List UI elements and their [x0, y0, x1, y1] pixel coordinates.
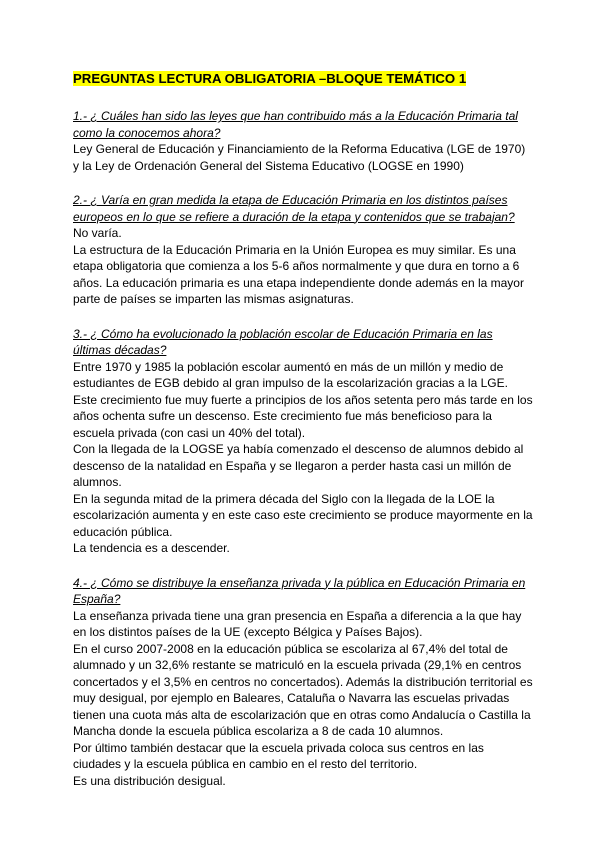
answer-line: No varía.	[73, 226, 122, 240]
answer-line: Con la llegada de la LOGSE ya había comenzado el descenso de alumnos debido al descenso de la natalidad en España y se llegaron a perder hasta casi un millón de alumnos.	[73, 442, 524, 489]
question-1	[73, 108, 533, 174]
answer-line: La enseñanza privada tiene una gran presencia en España a diferencia a la que hay en los distintos países de la UE (excepto Bélgica y Países Bajos).	[73, 608, 522, 639]
question-title: 3.- ¿ Cómo ha evolucionado la población escolar de Educación Primaria en las últimas décadas?	[73, 326, 493, 357]
question-title: 1.- ¿ Cuáles han sido las leyes que han contribuido más a la Educación Primaria tal como la conocemos ahora?	[73, 109, 518, 140]
question-title: 2.- ¿ Varía en gran medida la etapa de Educación Primaria en los distintos países europeos en lo que se refiere a duración de la etapa y contenidos que se trabajan?	[73, 193, 515, 224]
answer-line: Es una distribución desigual.	[73, 773, 226, 788]
answer-line: En la segunda mitad de la primera década del Siglo con la llegada de la LOE la escolarización aumenta y en este caso este crecimiento se produce mayormente en la educación pública.	[73, 491, 533, 539]
answer-line: La tendencia es a descender.	[73, 541, 230, 555]
document-page	[73, 70, 533, 807]
answer-line: En el curso 2007-2008 en la educación pública se escolariza al 67,4% del total de alumnado y un 32,6% restante se matriculó en la escuela privada (29,1% en centros concertados y el 3,5% en centros no concertados). Además la distribución territorial es muy desigual, por ejemplo en Baleares, Cataluña o Navarra las escuelas privadas tienen una cuota más alta de escolarización que en otras como Andalucía o Castilla la Mancha donde la escuela pública escolariza a 8 de cada 10 alumnos.	[73, 641, 533, 738]
question-2	[73, 192, 533, 308]
question-3	[73, 326, 533, 557]
title-highlight: PREGUNTAS LECTURA OBLIGATORIA –BLOQUE TEMÁTICO 1	[73, 71, 467, 86]
answer-line: La estructura de la Educación Primaria en la Unión Europea es muy similar. Es una etapa obligatoria que comienza a los 5-6 años normalmente y que dura en torno a 6 años. La educación primaria es una etapa independiente donde además en la mayor parte de países se imparten las mismas asignaturas.	[73, 242, 524, 306]
answer-line: Entre 1970 y 1985 la población escolar aumentó en más de un millón y medio de estudiantes de EGB debido al gran impulso de la escolarización gracias a la LGE. Este crecimiento fue muy fuerte a principios de los años setenta pero más tarde en los años ochenta sufre un descenso. Este crecimiento fue más beneficioso para la escuela privada (con casi un 40% del total).	[73, 359, 533, 440]
document-title	[73, 70, 533, 88]
answer-line: Por último también destacar que la escuela privada coloca sus centros en las ciudades y la escuela pública en cambio en el resto del territorio.	[73, 740, 484, 771]
question-title: 4.- ¿ Cómo se distribuye la enseñanza privada y la pública en Educación Primaria en España?	[73, 575, 526, 606]
answer-line: Ley General de Educación y Financiamiento de la Reforma Educativa (LGE de 1970) y la Ley de Ordenación General del Sistema Educativo (LOGSE en 1990)	[73, 142, 526, 173]
question-4	[73, 575, 533, 790]
